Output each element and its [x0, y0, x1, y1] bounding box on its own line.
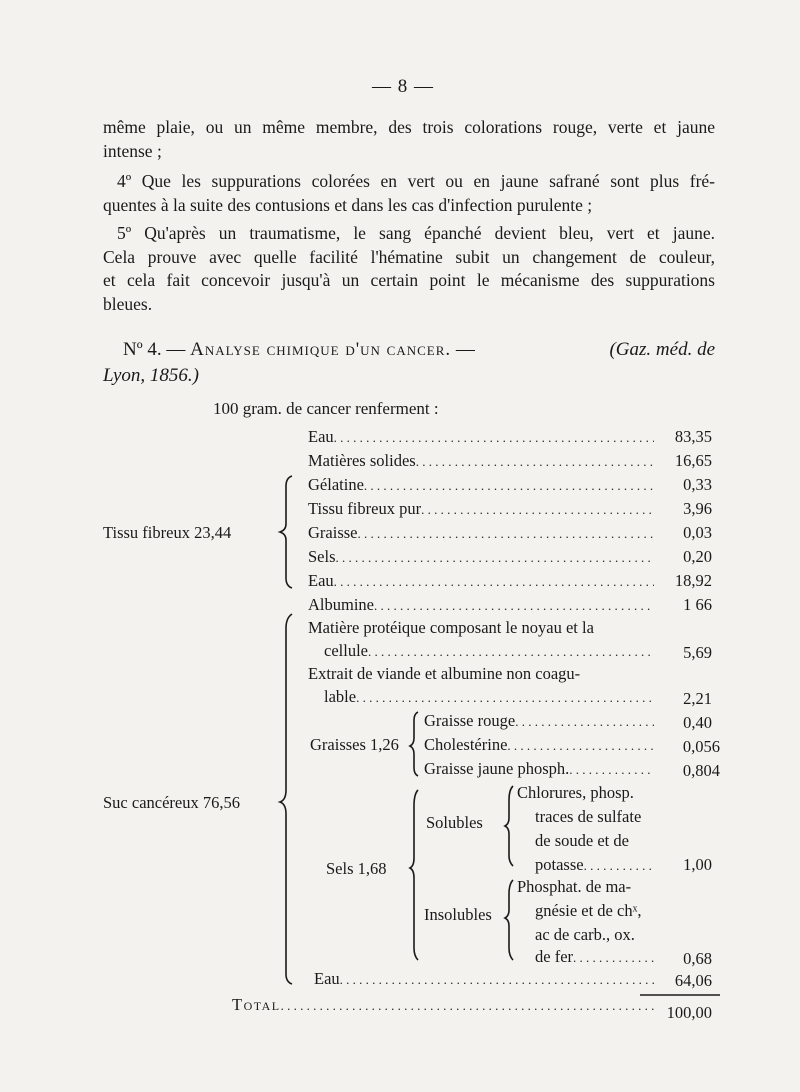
table-value: 0,68: [683, 949, 712, 968]
text-line: même plaie, ou un même membre, des trois colorations rouge, verte et jaune: [103, 117, 715, 137]
table-value: 2,21: [683, 689, 712, 708]
brace-solubles: [505, 786, 513, 866]
table-value: 1,00: [683, 855, 712, 874]
group-label-insolubles: Insolubles: [424, 905, 492, 924]
table-row-text: traces de sulfate: [535, 807, 642, 826]
table-row: Eau . . .: [308, 570, 654, 593]
table-value: 5,69: [683, 643, 712, 662]
table-value: 18,92: [674, 571, 712, 590]
group-label-tissu-fibreux: Tissu fibreux 23,44: [103, 523, 232, 542]
table-row-text: Chlorures, phosp.: [517, 783, 634, 802]
table-row: Gélatine . . .: [308, 474, 654, 497]
table-row-text: Matière protéique composant le noyau et la: [308, 618, 594, 637]
text-line: 4º Que les suppurations colorées en vert ou en jaune safrané sont plus fré-: [117, 171, 715, 191]
text-line: bleues.: [103, 293, 153, 314]
brace-sels: [410, 790, 418, 960]
table-row: Graisse rouge . . .: [424, 710, 654, 733]
table-row: Eau . . .: [308, 426, 654, 449]
heading-dash: —: [455, 339, 475, 360]
table-value: 0,03: [683, 523, 712, 542]
table-value: 16,65: [674, 451, 712, 470]
page-number: — 8 —: [372, 76, 434, 97]
table-row: potasse . . .: [535, 854, 654, 877]
table-row: Graisse jaune phosph. . . .: [424, 758, 654, 781]
table-row: Matières solides . . .: [308, 450, 654, 473]
table-row: Eau . . .: [314, 968, 654, 991]
table-value: 0,056: [682, 737, 720, 756]
table-value: 1 66: [683, 595, 712, 614]
table-value: 83,35: [674, 427, 712, 446]
brace-suc-cancereux: [280, 614, 292, 984]
group-label-suc-cancereux: Suc cancéreux 76,56: [103, 793, 240, 812]
table-value: 0,20: [683, 547, 712, 566]
table-row: Graisse . . .: [308, 522, 654, 545]
section-heading: [103, 337, 715, 389]
table-row: cellule . . .: [324, 640, 654, 663]
table-row: Tissu fibreux pur . . .: [308, 498, 654, 521]
heading-number: Nº 4. —: [123, 339, 186, 360]
brace-insolubles: [505, 880, 513, 960]
table-row: lable . . .: [324, 686, 654, 709]
paragraph-2: [103, 170, 715, 217]
total-value: 100,00: [666, 1003, 712, 1022]
table-row: Sels . . .: [308, 546, 654, 569]
table-row: Albumine . . .: [308, 594, 654, 617]
brace-graisses: [410, 712, 418, 776]
brace-tissu-fibreux: [280, 476, 292, 588]
table-row-text: Extrait de viande et albumine non coagu-: [308, 664, 581, 683]
total-row: Total . . .: [232, 994, 654, 1017]
group-label-solubles: Solubles: [426, 813, 483, 832]
table-value: 3,96: [683, 499, 712, 518]
table-value: 0,33: [683, 475, 712, 494]
text-line: quentes à la suite des contusions et dans les cas d'infection purulente ;: [103, 194, 593, 215]
heading-title: Analyse chimique d'un cancer.: [190, 339, 452, 360]
table-row: Cholestérine . . .: [424, 734, 654, 757]
table-value: 0,40: [683, 713, 712, 732]
heading-source: (Gaz. méd. de: [609, 339, 715, 360]
heading-source-line2: Lyon, 1856.): [103, 365, 200, 386]
text-line: 5º Qu'après un traumatisme, le sang épanché devient bleu, vert et jaune.: [117, 223, 715, 243]
text-line: intense ;: [103, 140, 162, 161]
table-row-text: de soude et de: [535, 831, 629, 850]
group-label-graisses: Graisses 1,26: [310, 735, 399, 754]
table-value: 64,06: [674, 971, 712, 990]
paragraph-3: [103, 222, 715, 316]
table-row: de fer . . .: [535, 946, 654, 969]
text-line: et cela fait concevoir jusqu'à un certain point le mécanisme des suppurations: [103, 270, 715, 290]
table-row-text: Phosphat. de ma-: [517, 877, 632, 896]
table-row-text: ac de carb., ox.: [535, 925, 635, 944]
text-line: Cela prouve avec quelle facilité l'hématine subit un changement de couleur,: [103, 246, 715, 267]
table-row-text: gnésie et de chˣ,: [535, 901, 642, 920]
table-value: 0,804: [682, 761, 720, 780]
group-label-sels: Sels 1,68: [326, 859, 387, 878]
table-intro: 100 gram. de cancer renferment :: [213, 399, 439, 418]
paragraph-1: [103, 116, 715, 163]
